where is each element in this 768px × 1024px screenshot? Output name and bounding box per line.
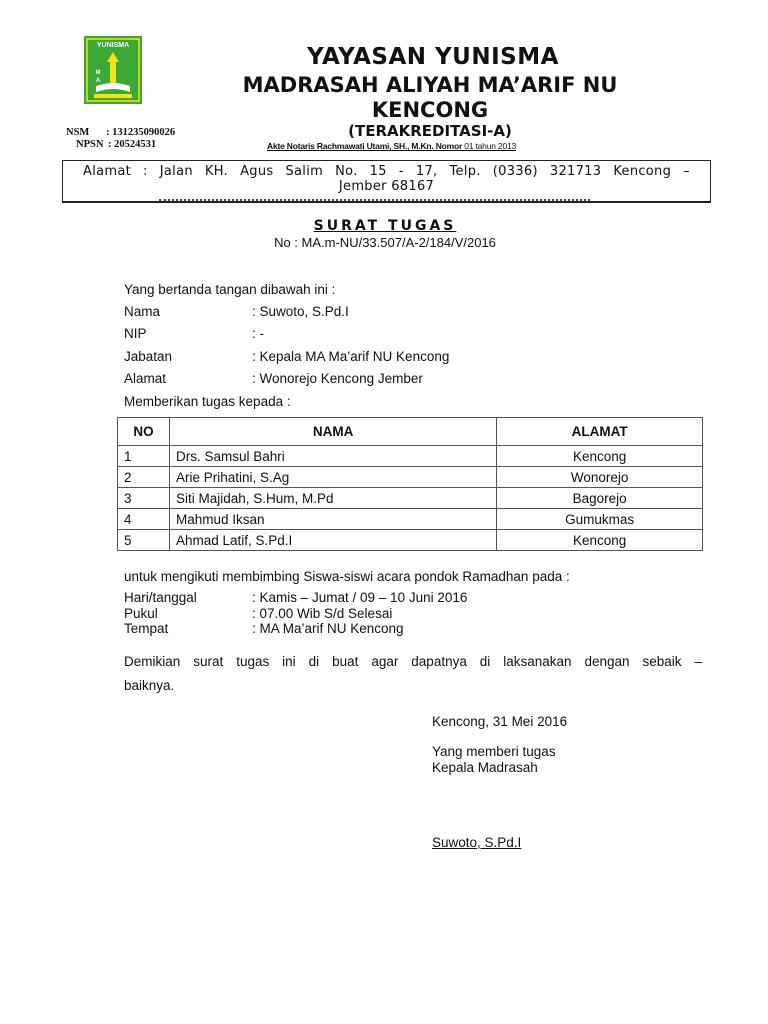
school-name: MADRASAH ALIYAH MA’ARIF NU KENCONG xyxy=(242,73,618,122)
cell-alamat: Wonorejo xyxy=(497,467,703,488)
svg-text:M: M xyxy=(95,70,101,76)
signer-name-label: Nama xyxy=(124,304,161,319)
cell-nama: Arie Prihatini, S.Ag xyxy=(169,467,496,488)
place-date: Kencong, 31 Mei 2016 xyxy=(432,714,568,729)
table-row xyxy=(118,467,703,488)
purpose-text: untuk mengikuti membimbing Siswa-siswi acara pondok Ramadhan pada : xyxy=(124,569,570,584)
cell-alamat: Bagorejo xyxy=(497,488,703,509)
notary-deed-main: Akte Notaris Rachmawati Utami, SH., M.Kn. Nomor xyxy=(267,141,465,151)
school-ids xyxy=(66,127,175,151)
signer-nip-label: NIP xyxy=(124,326,147,341)
header-divider xyxy=(62,201,711,203)
letter-title: SURAT TUGAS xyxy=(313,218,457,234)
npsn-label: NPSN xyxy=(76,139,104,150)
address-line-2: Jember 68167 xyxy=(338,179,435,194)
npsn-row xyxy=(66,139,175,151)
accreditation: (TERAKREDITASI-A) xyxy=(348,122,512,140)
day-date-value: : Kamis – Jumat / 09 – 10 Juni 2016 xyxy=(252,590,468,605)
intro-text: Yang bertanda tangan dibawah ini : xyxy=(124,282,336,297)
table-row xyxy=(118,446,703,467)
signer-address-value: : Wonorejo Kencong Jember xyxy=(252,371,423,386)
closing-line-2: baiknya. xyxy=(124,678,175,693)
signer-name-value: : Suwoto, S.Pd.I xyxy=(252,304,349,319)
time-label: Pukul xyxy=(124,606,158,621)
table-row xyxy=(118,488,703,509)
table-row xyxy=(118,530,703,551)
assign-text: Memberikan tugas kepada : xyxy=(124,394,291,409)
logo-text: YUNISMA xyxy=(96,42,130,49)
time-value: : 07.00 Wib S/d Selesai xyxy=(252,606,393,621)
signature-role-1: Yang memberi tugas xyxy=(432,744,556,759)
address-box xyxy=(62,160,711,203)
cell-nama: Mahmud Iksan xyxy=(169,509,496,530)
table-header-row xyxy=(118,418,703,446)
cell-nama: Drs. Samsul Bahri xyxy=(169,446,496,467)
cell-alamat: Kencong xyxy=(497,446,703,467)
signer-position-value: : Kepala MA Ma’arif NU Kencong xyxy=(252,349,450,364)
cell-no: 1 xyxy=(118,446,170,467)
col-header-no: NO xyxy=(118,418,170,446)
notary-deed xyxy=(267,141,516,151)
cell-no: 5 xyxy=(118,530,170,551)
school-logo xyxy=(84,36,142,104)
cell-nama: Ahmad Latif, S.Pd.I xyxy=(169,530,496,551)
cell-no: 4 xyxy=(118,509,170,530)
nsm-label: NSM xyxy=(66,127,90,138)
cell-nama: Siti Majidah, S.Hum, M.Pd xyxy=(169,488,496,509)
col-header-alamat: ALAMAT xyxy=(497,418,703,446)
signer-position-label: Jabatan xyxy=(124,349,173,364)
address-line-1: Alamat : Jalan KH. Agus Salim No. 15 - 17, Telp. (0336) 321713 Kencong – xyxy=(83,164,690,179)
signature-role-2: Kepala Madrasah xyxy=(432,760,538,775)
foundation-name: YAYASAN YUNISMA xyxy=(307,44,559,70)
letter-number: No : MA.m-NU/33.507/A-2/184/V/2016 xyxy=(274,235,496,250)
table-row xyxy=(118,509,703,530)
cell-no: 3 xyxy=(118,488,170,509)
nsm-value: : 131235090026 xyxy=(106,127,176,138)
cell-alamat: Kencong xyxy=(497,530,703,551)
npsn-value: : 20524531 xyxy=(108,139,157,150)
signer-address-label: Alamat xyxy=(124,371,167,386)
place-value: : MA Ma’arif NU Kencong xyxy=(252,621,404,636)
nsm-row xyxy=(66,127,175,139)
cell-no: 2 xyxy=(118,467,170,488)
svg-text:A: A xyxy=(95,78,101,84)
signatory-name: Suwoto, S.Pd.I xyxy=(432,835,522,850)
assignee-table xyxy=(117,417,703,551)
place-label: Tempat xyxy=(124,621,169,636)
notary-deed-year: 01 tahun 2013 xyxy=(464,141,517,151)
signer-nip-value: : - xyxy=(252,326,264,341)
closing-line-1: Demikian surat tugas ini di buat agar dapatnya di laksanakan dengan sebaik – xyxy=(124,654,702,669)
day-date-label: Hari/tanggal xyxy=(124,590,197,605)
col-header-nama: NAMA xyxy=(169,418,496,446)
cell-alamat: Gumukmas xyxy=(497,509,703,530)
